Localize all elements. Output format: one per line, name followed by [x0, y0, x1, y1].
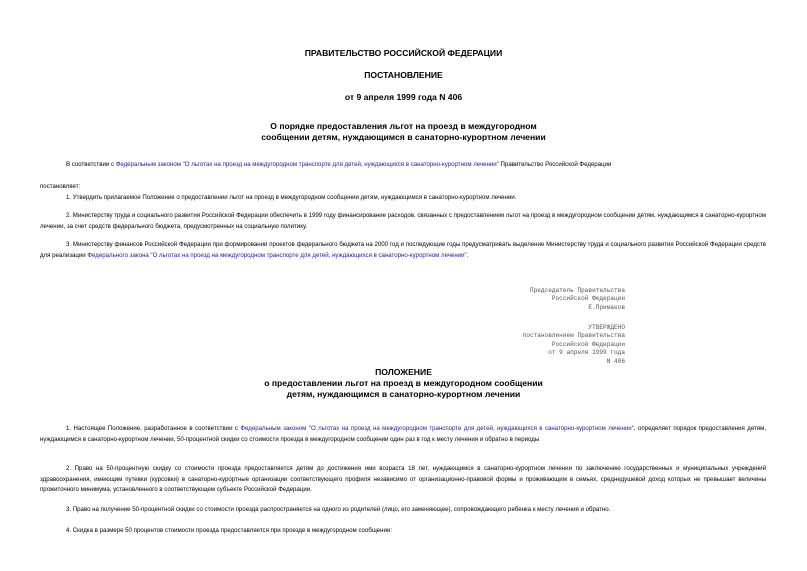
regulation-title-1: ПОЛОЖЕНИЕ — [375, 367, 432, 377]
regulation-title — [0, 367, 807, 400]
document-type: ПОСТАНОВЛЕНИЕ — [364, 70, 443, 80]
regulation-item-4: 4. Скидка в размере 50 процентов стоимости проезда предоставляется при проезде в междугородном сообщении: — [66, 527, 393, 534]
item-3 — [40, 240, 766, 261]
title-line-1: О порядке предоставления льгот на проезд в междугородном — [270, 121, 537, 131]
signature-line-1: Председатель Правительства — [529, 287, 625, 294]
regulation-title-3: детям, нуждающимся в санаторно-курортном лечении — [286, 389, 521, 399]
federal-law-link-2[interactable]: Федерального закона "О льготах на проезд на междугородном транспорте для детей, нуждающихся в санаторно-курортном лечении" — [87, 251, 467, 259]
regulation-item-1-before: 1. Настоящее Положение, разработанное в соответствии с — [66, 425, 241, 432]
decree-word: постановляет: — [40, 183, 81, 190]
approval-line-1: УТВЕРЖДЕНО — [588, 324, 625, 331]
title-line-2: сообщении детям, нуждающимся в санаторно-курортном лечении — [261, 132, 546, 142]
regulation-title-2: о предоставлении льгот на проезд в междугородном сообщении — [264, 378, 543, 388]
preamble — [66, 160, 766, 171]
document-date: от 9 апреля 1999 года N 406 — [344, 92, 463, 102]
approval-line-5: N 406 — [606, 357, 625, 365]
signature-line-2: Российской Федерации — [551, 295, 625, 303]
signature-block — [470, 287, 625, 312]
approval-line-4: от 9 апреля 1999 года — [548, 349, 625, 357]
regulation-item-1 — [40, 424, 766, 445]
regulation-item-2: 2. Право на 50-процентную скидку со стоимости проезда предоставляется детям до достижения ими возраста 18 лет, нуждающимся в санаторно-курортном лечении по заключению государственных и муниципальных учреждений здравоохранения, имеющим путевки (курсовки) в санаторно-курортные организации соответствующего профиля независимо от организационно-правовой формы и проживающим в семьях, среднедушевой доход которых не превышает величины прожиточного минимума, установленного в соответствующем субъекте Российской Федерации. — [40, 465, 766, 493]
approval-line-3: Российской Федерации — [551, 340, 625, 348]
federal-law-link[interactable]: Федеральным законом "О льготах на проезд на междугородном транспорте для детей, нуждающихся в санаторно-курортном лечении" — [115, 161, 499, 168]
approval-block — [450, 324, 625, 366]
item-3-text-before: 3. Министерству финансов Российской Федерации при формировании проектов федерального бюджета на 2000 год и последующие годы предусматривать выделение Министерству труда и социального развития Российской Федерации средств для реализации — [40, 241, 766, 259]
item-2: 2. Министерству труда и социального развития Российской Федерации обеспечить в 1999 году финансирование расходов, связанных с предоставлением льгот на проезд в междугородном сообщении детям, нуждающимся в санаторно-курортном лечении, за счет средств федерального бюджета, предусмотренных на социальную политику. — [40, 212, 766, 230]
preamble-text-after: Правительство Российской Федерации — [498, 161, 612, 168]
item-1: 1. Утвердить прилагаемое Положение о предоставлении льгот на проезд в междугородном сообщении детям, нуждающимся в санаторно-курортном лечении. — [66, 194, 517, 201]
regulation-item-3: 3. Право на получение 50-процентной скидки со стоимости проезда распространяется на одного из родителей (лицо, его заменяющее), сопровождающего ребенка к месту лечения и обратно. — [66, 506, 611, 513]
preamble-text-before: В соответствии с — [66, 161, 116, 168]
item-3-text-after: . — [466, 251, 469, 259]
federal-law-link-3[interactable]: Федеральным законом "О льготах на проезд на междугородном транспорте для детей, нуждающихся в санаторно-курортном лечении" — [240, 425, 634, 432]
government-heading: ПРАВИТЕЛЬСТВО РОССИЙСКОЙ ФЕДЕРАЦИИ — [304, 48, 503, 58]
signature-line-3: Е.Примаков — [588, 303, 625, 311]
regulation-item-1-after: , определяет порядок предоставления детям, нуждающимся в санаторно-курортном лечении, 50-процентной скидки со стоимости проезда в междугородном сообщении один раз в год к месту лечения и обратно в периоды — [40, 425, 766, 443]
approval-line-2: постановлением Правительства — [522, 332, 625, 340]
document-title — [0, 121, 807, 143]
